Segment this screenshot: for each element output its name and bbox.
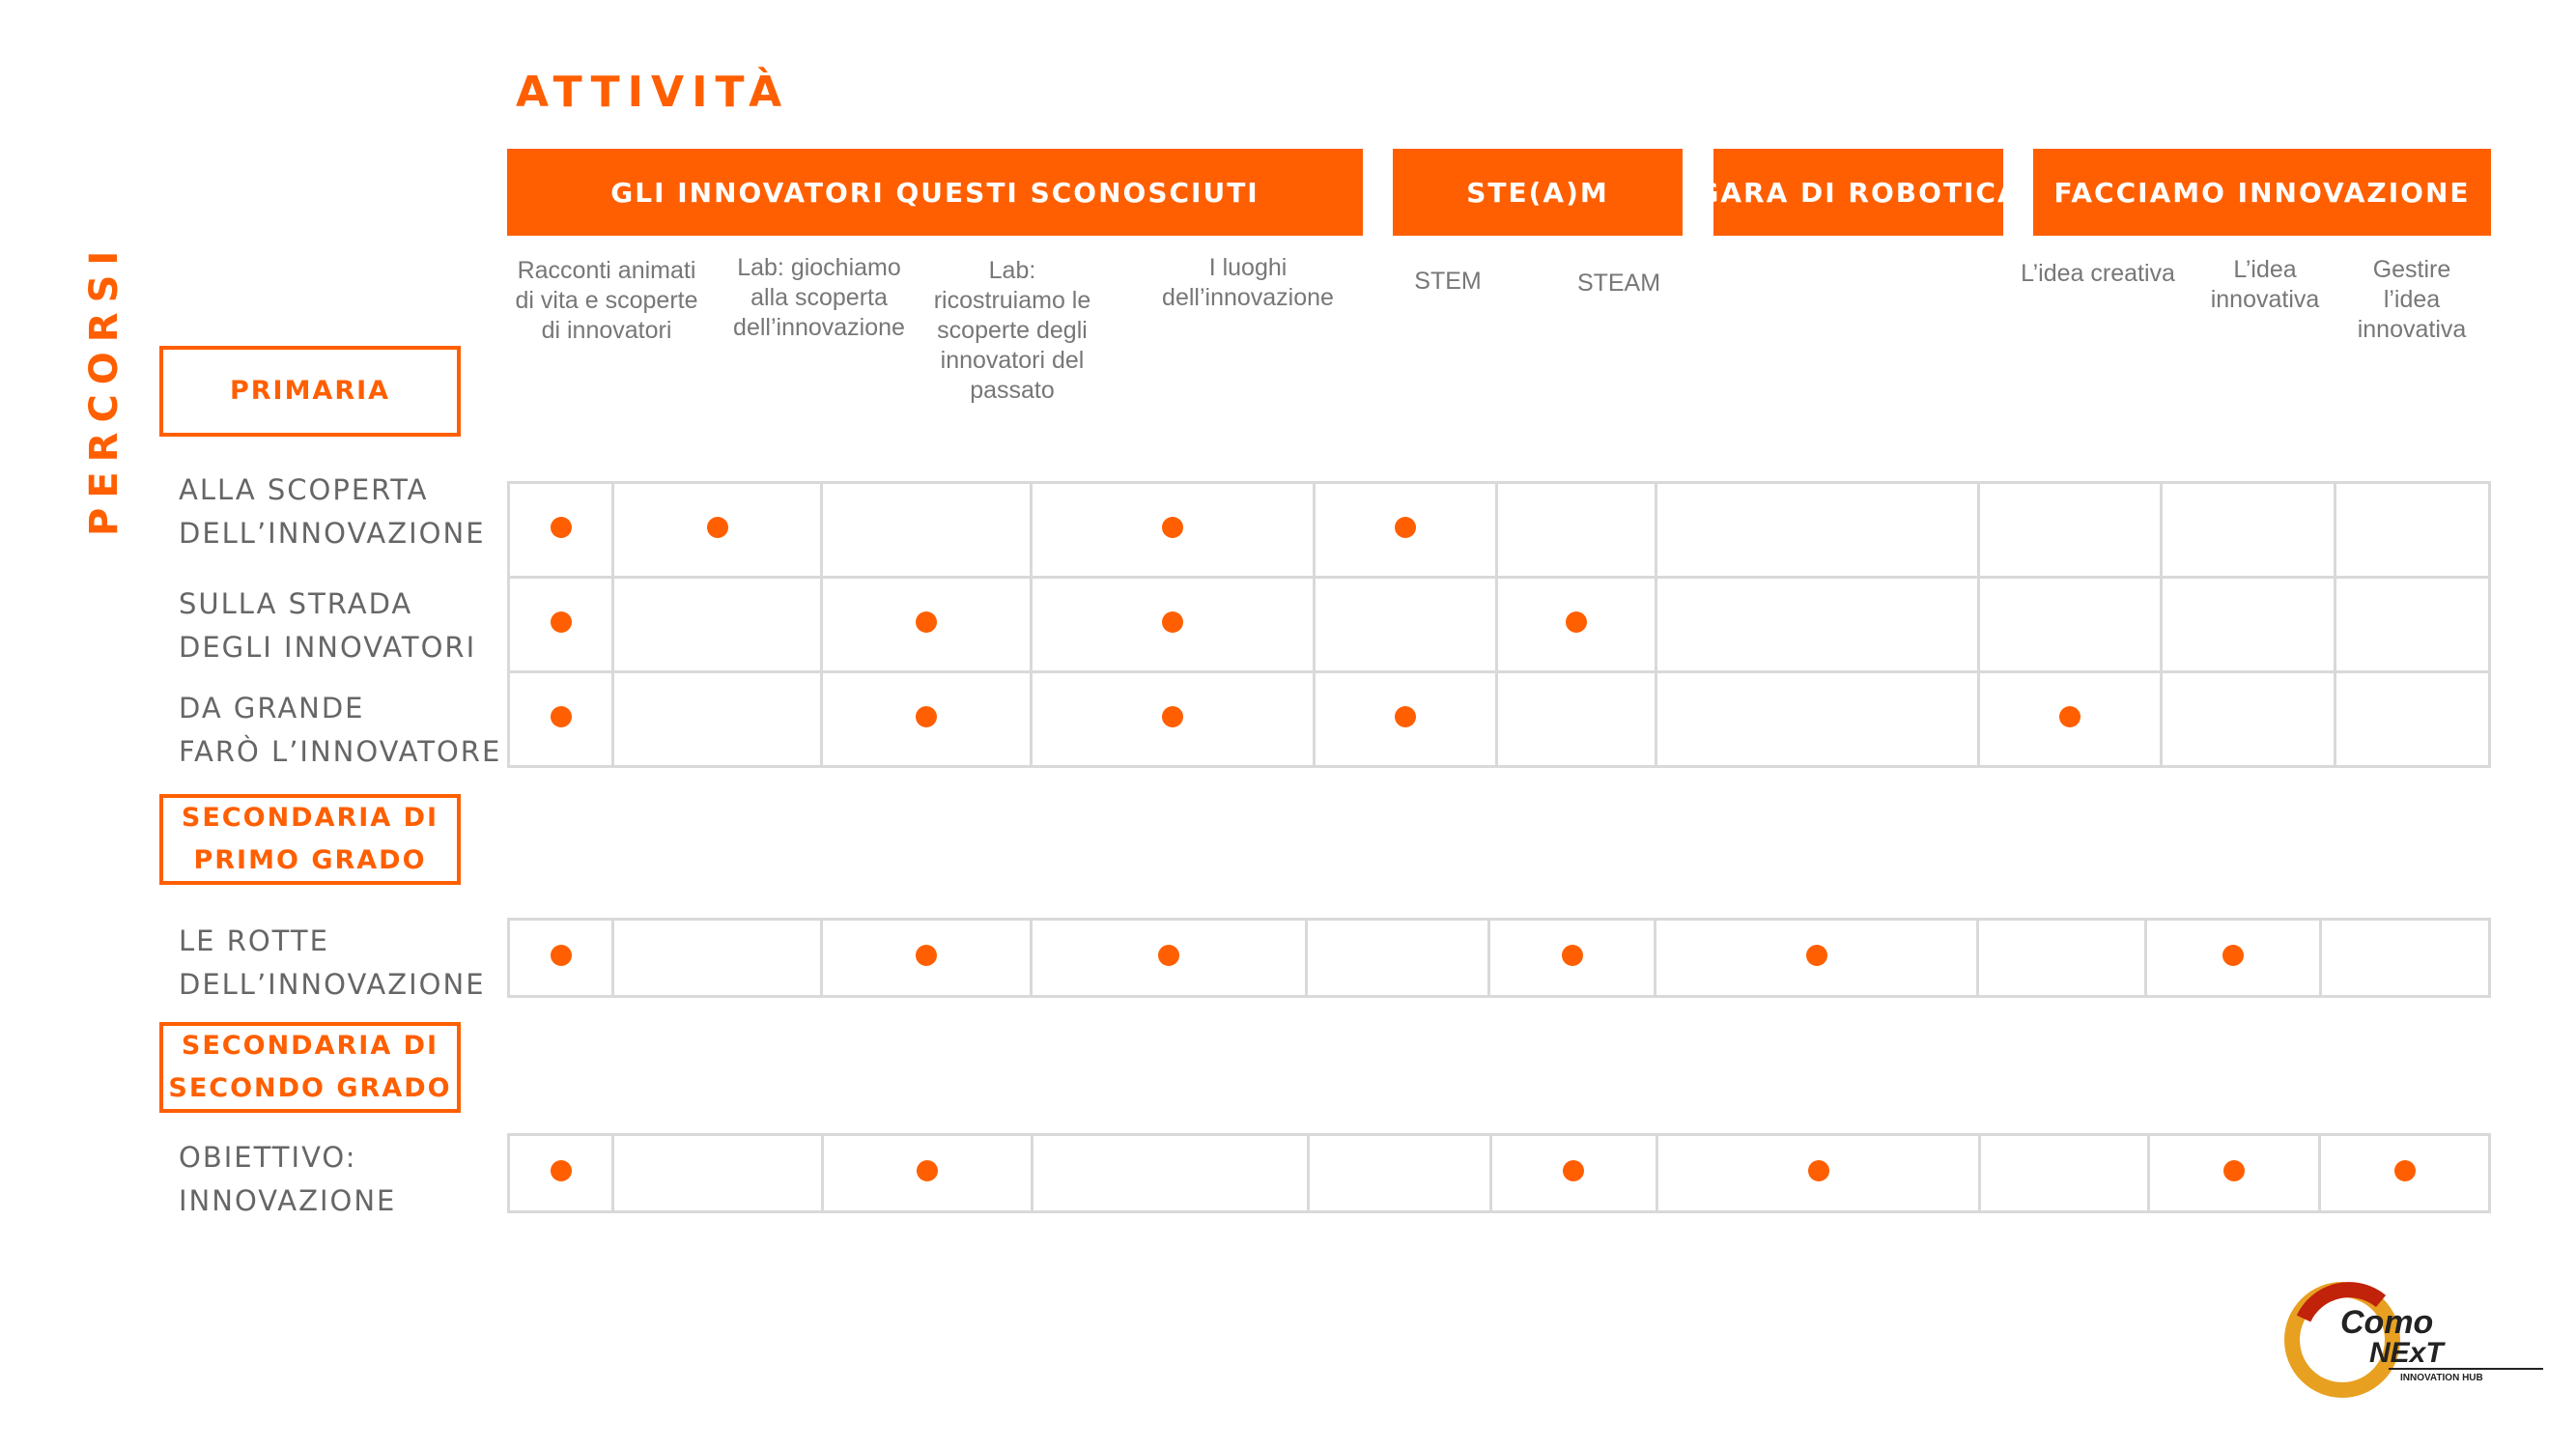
table-cell	[822, 672, 1031, 767]
page-title: ATTIVITÀ	[516, 68, 790, 117]
participation-dot	[916, 706, 937, 727]
activity-label: Racconti animati di vita e scoperte di innovatori	[515, 257, 698, 344]
logo-text-next: NExT	[2369, 1337, 2444, 1369]
row-label-line: DELL’INNOVAZIONE	[179, 968, 486, 1001]
participation-dot	[916, 611, 937, 633]
table-cell	[1033, 1135, 1308, 1212]
section-secondaria-secondo: SECONDARIA DI SECONDO GRADO	[159, 1022, 461, 1113]
section-secondaria-primo: SECONDARIA DI PRIMO GRADO	[159, 794, 461, 885]
table-cell	[2161, 578, 2335, 672]
table-cell	[1656, 672, 1979, 767]
comonext-logo	[2284, 1280, 2545, 1406]
table-cell	[2335, 672, 2490, 767]
table-cell	[1656, 483, 1979, 578]
table-cell	[509, 578, 613, 672]
participation-dot	[1162, 706, 1183, 727]
table-cell	[2149, 1135, 2320, 1212]
participation-dot	[551, 1160, 572, 1181]
activity-label: Lab: ricostruiamo le scoperte degli innovatori del passato	[933, 257, 1091, 404]
participation-dot	[551, 945, 572, 966]
table-cell	[1307, 920, 1489, 997]
activity-label: Gestire l’idea innovativa	[2357, 256, 2467, 343]
table-cell	[1497, 578, 1656, 672]
table-cell	[509, 920, 613, 997]
table-cell	[1315, 483, 1497, 578]
table-cell	[613, 920, 822, 997]
row-label-line: FARÒ L’INNOVATORE	[179, 735, 502, 768]
table-cell	[509, 1135, 613, 1212]
participation-dot	[2059, 706, 2081, 727]
row-label-line: SULLA STRADA	[179, 587, 413, 620]
group-header-robotica: GARA DI ROBOTICA	[1713, 149, 2003, 236]
row-label-alla-scoperta	[179, 469, 486, 555]
table-cell	[613, 483, 822, 578]
table-cell	[1308, 1135, 1491, 1212]
table-cell	[509, 672, 613, 767]
table-cell	[822, 578, 1031, 672]
table-cell	[1978, 578, 2161, 672]
table-cell	[1656, 920, 1978, 997]
table-cell	[509, 483, 613, 578]
participation-dot	[551, 611, 572, 633]
table-cell	[613, 578, 822, 672]
grid-primaria	[507, 481, 2491, 768]
participation-dot	[551, 706, 572, 727]
table-cell	[1031, 578, 1315, 672]
row-label-le-rotte	[179, 920, 486, 1007]
participation-dot	[1562, 945, 1583, 966]
participation-dot	[1162, 611, 1183, 633]
table-cell	[1315, 578, 1497, 672]
row-label-line: ALLA SCOPERTA	[179, 473, 429, 506]
table-cell	[1031, 483, 1315, 578]
table-cell	[1488, 920, 1655, 997]
row-label-da-grande	[179, 687, 501, 774]
section-primaria: PRIMARIA	[159, 346, 461, 437]
table-cell	[2320, 920, 2489, 997]
table-cell	[613, 672, 822, 767]
row-label-line: OBIETTIVO:	[179, 1141, 357, 1174]
activity-label: STEM	[1414, 268, 1482, 295]
group-header-facciamo: FACCIAMO INNOVAZIONE	[2033, 149, 2491, 236]
participation-dot	[2223, 1160, 2245, 1181]
table-cell	[1031, 920, 1307, 997]
row-label-obiettivo	[179, 1136, 396, 1223]
table-cell	[2161, 483, 2335, 578]
table-cell	[823, 1135, 1033, 1212]
table-cell	[2320, 1135, 2490, 1212]
table-row	[509, 483, 2490, 578]
participation-dot	[2394, 1160, 2416, 1181]
table-cell	[1497, 672, 1656, 767]
table-row	[509, 920, 2490, 997]
participation-dot	[1158, 945, 1179, 966]
row-label-line: LE ROTTE	[179, 924, 329, 957]
row-label-line: DEGLI INNOVATORI	[179, 631, 477, 664]
row-label-line: DELL’INNOVAZIONE	[179, 517, 486, 550]
activity-label: STEAM	[1576, 270, 1661, 297]
participation-dot	[2222, 945, 2244, 966]
table-row	[509, 578, 2490, 672]
participation-dot	[1808, 1160, 1829, 1181]
table-cell	[822, 483, 1031, 578]
activity-label: Lab: giochiamo alla scoperta dell’innovazione	[733, 254, 905, 341]
table-cell	[1980, 1135, 2149, 1212]
table-cell	[1491, 1135, 1657, 1212]
table-cell	[1031, 672, 1315, 767]
table-cell	[2161, 672, 2335, 767]
table-cell	[613, 1135, 823, 1212]
group-header-steam: STE(A)M	[1393, 149, 1683, 236]
row-label-sulla-strada	[179, 582, 476, 669]
participation-dot	[1395, 706, 1416, 727]
logo-tagline: INNOVATION HUB	[2400, 1373, 2483, 1383]
table-cell	[1656, 1135, 1980, 1212]
participation-dot	[1563, 1160, 1584, 1181]
side-title: PERCORSI	[82, 241, 127, 536]
table-cell	[2146, 920, 2321, 997]
participation-dot	[1162, 517, 1183, 538]
group-header-innovatori: GLI INNOVATORI QUESTI SCONOSCIUTI	[507, 149, 1363, 236]
participation-dot	[1566, 611, 1587, 633]
participation-dot	[551, 517, 572, 538]
table-cell	[1497, 483, 1656, 578]
table-cell	[2335, 578, 2490, 672]
table-cell	[1315, 672, 1497, 767]
table-cell	[1978, 483, 2161, 578]
participation-dot	[707, 517, 728, 538]
table-cell	[2335, 483, 2490, 578]
table-cell	[1656, 578, 1979, 672]
table-cell	[1978, 672, 2161, 767]
table-row	[509, 1135, 2490, 1212]
participation-dot	[1395, 517, 1416, 538]
grid-secondaria-secondo	[507, 1133, 2491, 1213]
activity-label: L’idea innovativa	[2210, 256, 2320, 313]
participation-dot	[916, 945, 937, 966]
activity-label: L’idea creativa	[2021, 260, 2175, 287]
table-row	[509, 672, 2490, 767]
activity-label: I luoghi dell’innovazione	[1162, 254, 1334, 311]
logo-text-como: Como	[2340, 1304, 2434, 1341]
participation-dot	[917, 1160, 938, 1181]
row-label-line: DA GRANDE	[179, 692, 365, 724]
grid-secondaria-primo	[507, 918, 2491, 998]
table-cell	[1977, 920, 2145, 997]
row-label-line: INNOVAZIONE	[179, 1184, 397, 1217]
table-cell	[822, 920, 1031, 997]
participation-dot	[1806, 945, 1827, 966]
